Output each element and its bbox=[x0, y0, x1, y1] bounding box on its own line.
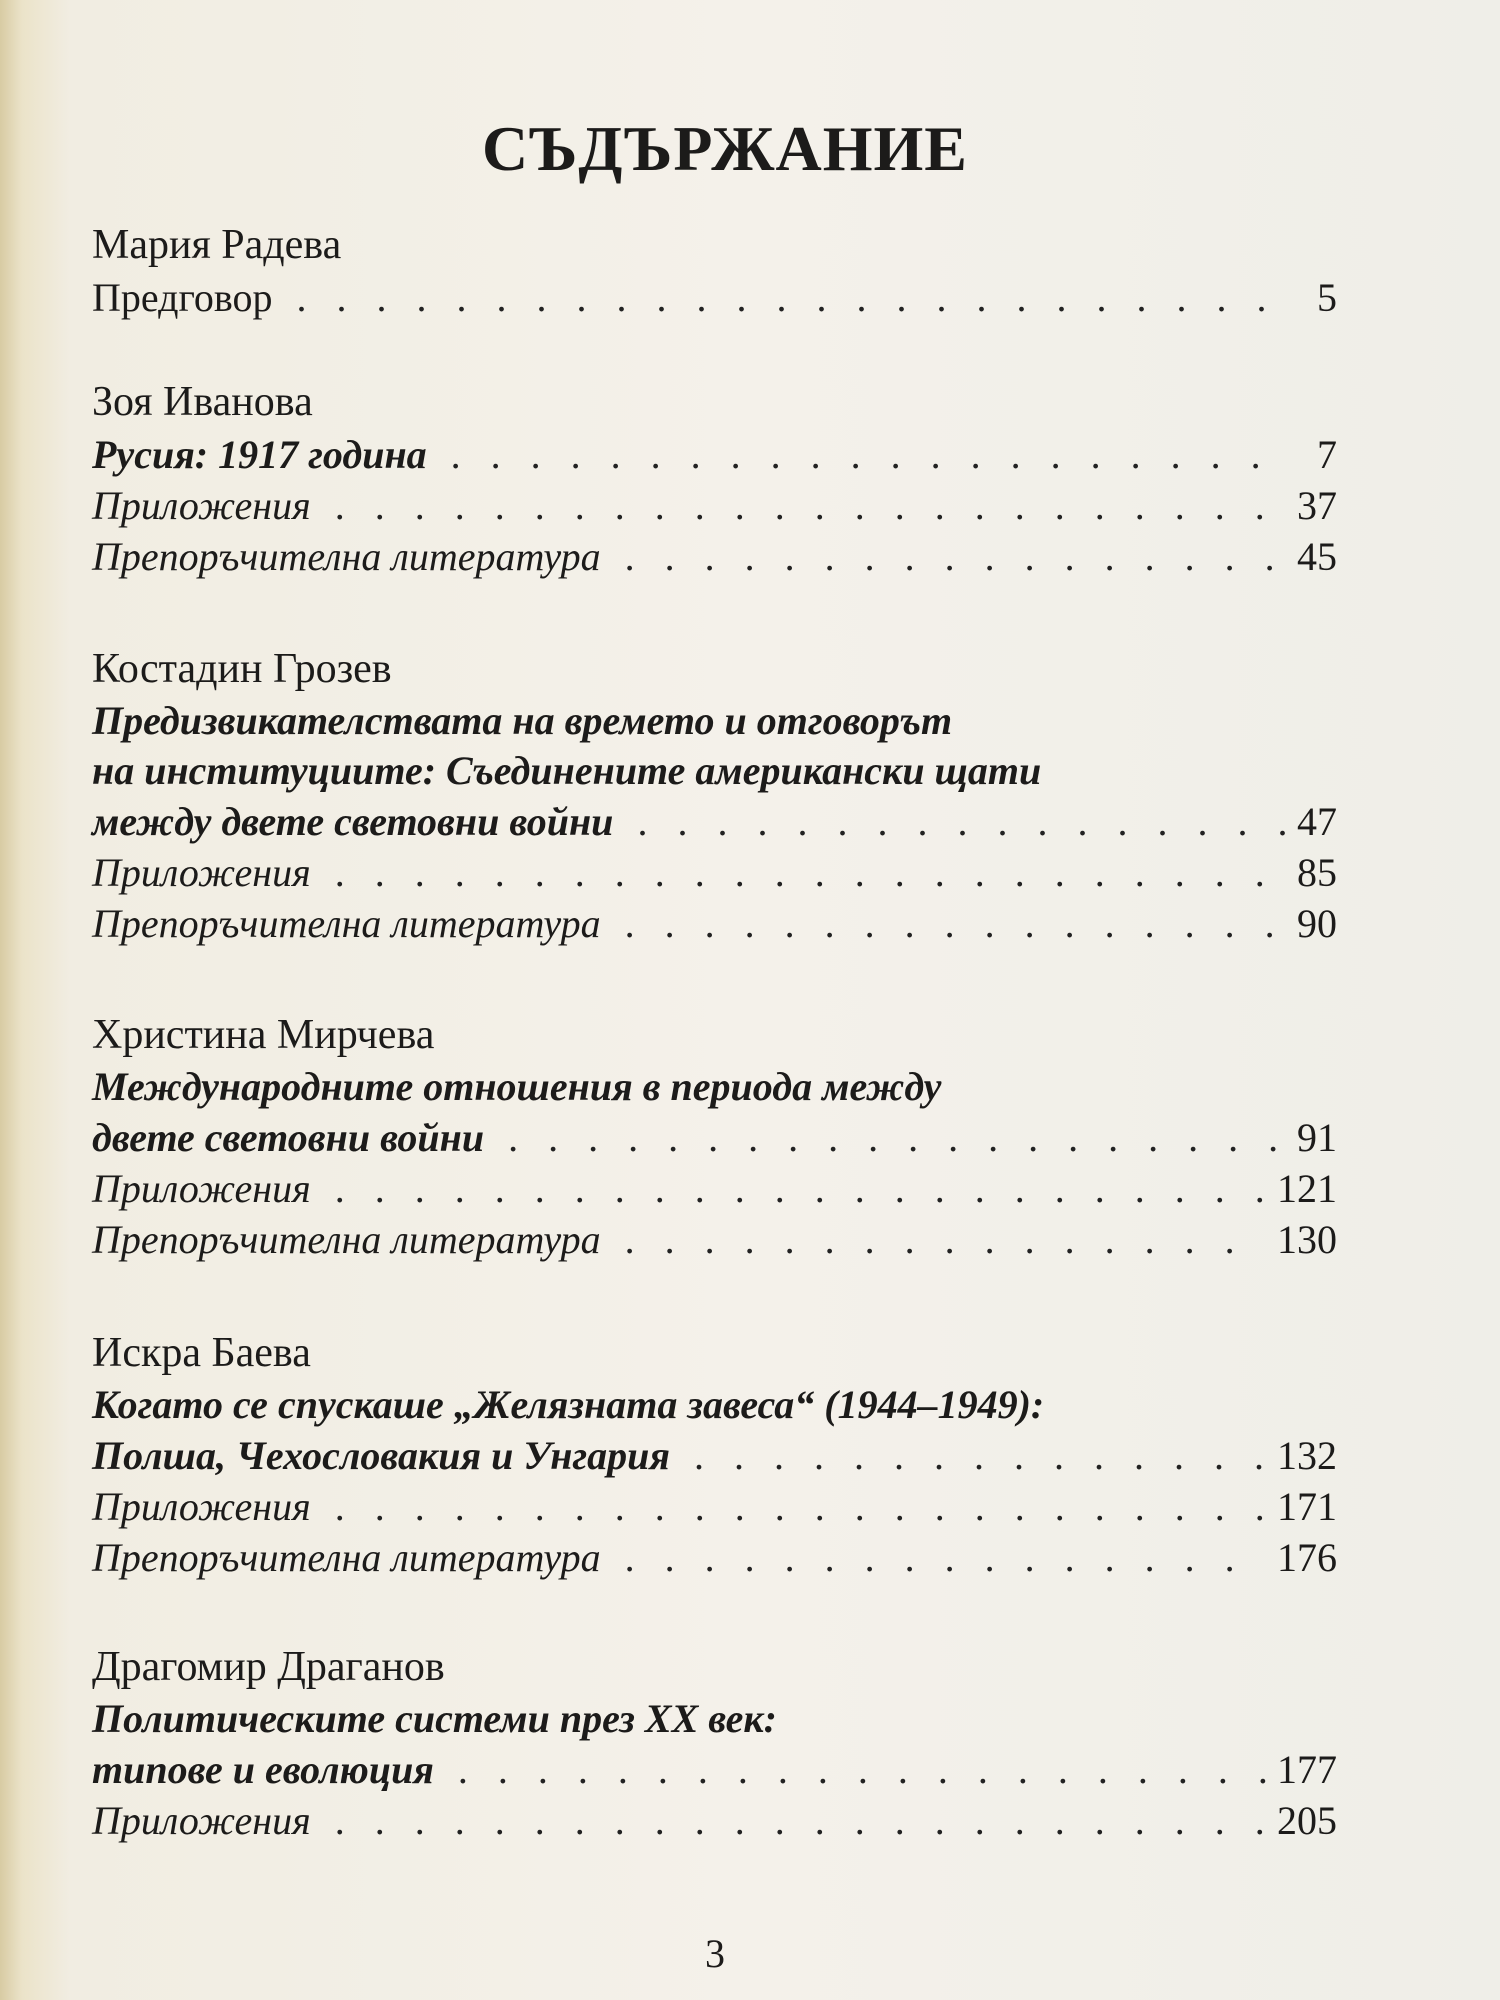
toc-row bbox=[92, 1214, 1337, 1265]
dot-leader bbox=[335, 480, 1287, 531]
dot-leader bbox=[625, 531, 1287, 582]
dot-leader bbox=[335, 1795, 1267, 1846]
toc-title-line: Международните отношения в периода между bbox=[92, 1064, 942, 1109]
toc-page-number: 176 bbox=[1277, 1535, 1337, 1580]
toc-section bbox=[92, 1326, 1337, 1583]
toc-entry-title: типове и еволюция bbox=[92, 1747, 434, 1792]
toc-row bbox=[92, 847, 1337, 898]
toc-page-number: 91 bbox=[1297, 1115, 1337, 1160]
dot-leader bbox=[625, 1532, 1267, 1583]
toc-page-number: 90 bbox=[1297, 901, 1337, 946]
toc-row bbox=[92, 1430, 1337, 1481]
contents-heading: СЪДЪРЖАНИЕ bbox=[482, 113, 968, 184]
toc-page-number: 121 bbox=[1277, 1166, 1337, 1211]
toc-row bbox=[92, 480, 1337, 531]
toc-row bbox=[92, 1795, 1337, 1846]
toc-entry-label: Приложения bbox=[92, 1166, 311, 1211]
toc-page-number: 177 bbox=[1277, 1747, 1337, 1792]
toc-section bbox=[92, 218, 1337, 323]
section-author: Искра Баева bbox=[92, 1330, 311, 1376]
toc-entry-label: Приложения bbox=[92, 1484, 311, 1529]
dot-leader bbox=[297, 272, 1292, 323]
toc-title-line: Политическите системи през XX век: bbox=[92, 1696, 777, 1741]
dot-leader bbox=[637, 796, 1287, 847]
toc-page-number: 85 bbox=[1297, 850, 1337, 895]
toc-entry-label: Препоръчителна литература bbox=[92, 901, 601, 946]
dot-leader bbox=[508, 1112, 1287, 1163]
toc-page-number: 205 bbox=[1277, 1798, 1337, 1843]
toc-row bbox=[92, 1163, 1337, 1214]
toc-row bbox=[92, 1532, 1337, 1583]
section-author: Зоя Иванова bbox=[92, 379, 313, 425]
toc-row bbox=[92, 429, 1337, 480]
toc-entry-title: Русия: 1917 година bbox=[92, 432, 427, 477]
toc-entry-title: двете световни войни bbox=[92, 1115, 485, 1160]
section-author: Костадин Грозев bbox=[92, 646, 392, 692]
toc-entry-label: Приложения bbox=[92, 1798, 311, 1843]
toc-page-number: 132 bbox=[1277, 1433, 1337, 1478]
toc-row bbox=[92, 531, 1337, 582]
dot-leader bbox=[694, 1430, 1267, 1481]
toc-section bbox=[92, 1640, 1337, 1846]
toc-row bbox=[92, 1481, 1337, 1532]
page-number: 3 bbox=[705, 1931, 725, 1976]
toc-entry-title: Полша, Чехословакия и Унгария bbox=[92, 1433, 671, 1478]
toc-row bbox=[92, 272, 1337, 323]
toc-title-line: Когато се спускаше „Желязната завеса“ (1944–1949): bbox=[92, 1382, 1045, 1427]
section-author: Драгомир Драганов bbox=[92, 1644, 445, 1690]
toc-row bbox=[92, 796, 1337, 847]
toc-page-number: 45 bbox=[1297, 534, 1337, 579]
toc-section bbox=[92, 642, 1337, 949]
toc-page-number: 37 bbox=[1297, 483, 1337, 528]
toc-entry-label: Препоръчителна литература bbox=[92, 534, 601, 579]
toc-title-line: на институциите: Съединените американски щати bbox=[92, 748, 1042, 793]
toc-entry-label: Приложения bbox=[92, 850, 311, 895]
toc-entry-label: Предговор bbox=[92, 275, 273, 320]
toc-entry-label: Приложения bbox=[92, 483, 311, 528]
toc-entry-label: Препоръчителна литература bbox=[92, 1217, 601, 1262]
toc-section bbox=[92, 375, 1337, 582]
toc-entry-label: Препоръчителна литература bbox=[92, 1535, 601, 1580]
toc-row bbox=[92, 898, 1337, 949]
toc-row bbox=[92, 1112, 1337, 1163]
toc-page-number: 47 bbox=[1297, 799, 1337, 844]
dot-leader bbox=[625, 1214, 1267, 1265]
section-author: Христина Мирчева bbox=[92, 1012, 435, 1058]
dot-leader bbox=[335, 1481, 1267, 1532]
section-author: Мария Радева bbox=[92, 222, 342, 268]
dot-leader bbox=[458, 1744, 1267, 1795]
dot-leader bbox=[451, 429, 1291, 480]
toc-entry-title: между двете световни войни bbox=[92, 799, 614, 844]
dot-leader bbox=[335, 847, 1287, 898]
toc-title-line: Предизвикателствата на времето и отговорът bbox=[92, 698, 953, 743]
toc-row bbox=[92, 1744, 1337, 1795]
toc-page-number: 7 bbox=[1317, 432, 1337, 477]
toc-page-number: 171 bbox=[1277, 1484, 1337, 1529]
toc-page-number: 5 bbox=[1317, 275, 1337, 320]
dot-leader bbox=[335, 1163, 1267, 1214]
toc-section bbox=[92, 1008, 1337, 1265]
dot-leader bbox=[625, 898, 1287, 949]
toc-page-number: 130 bbox=[1277, 1217, 1337, 1262]
